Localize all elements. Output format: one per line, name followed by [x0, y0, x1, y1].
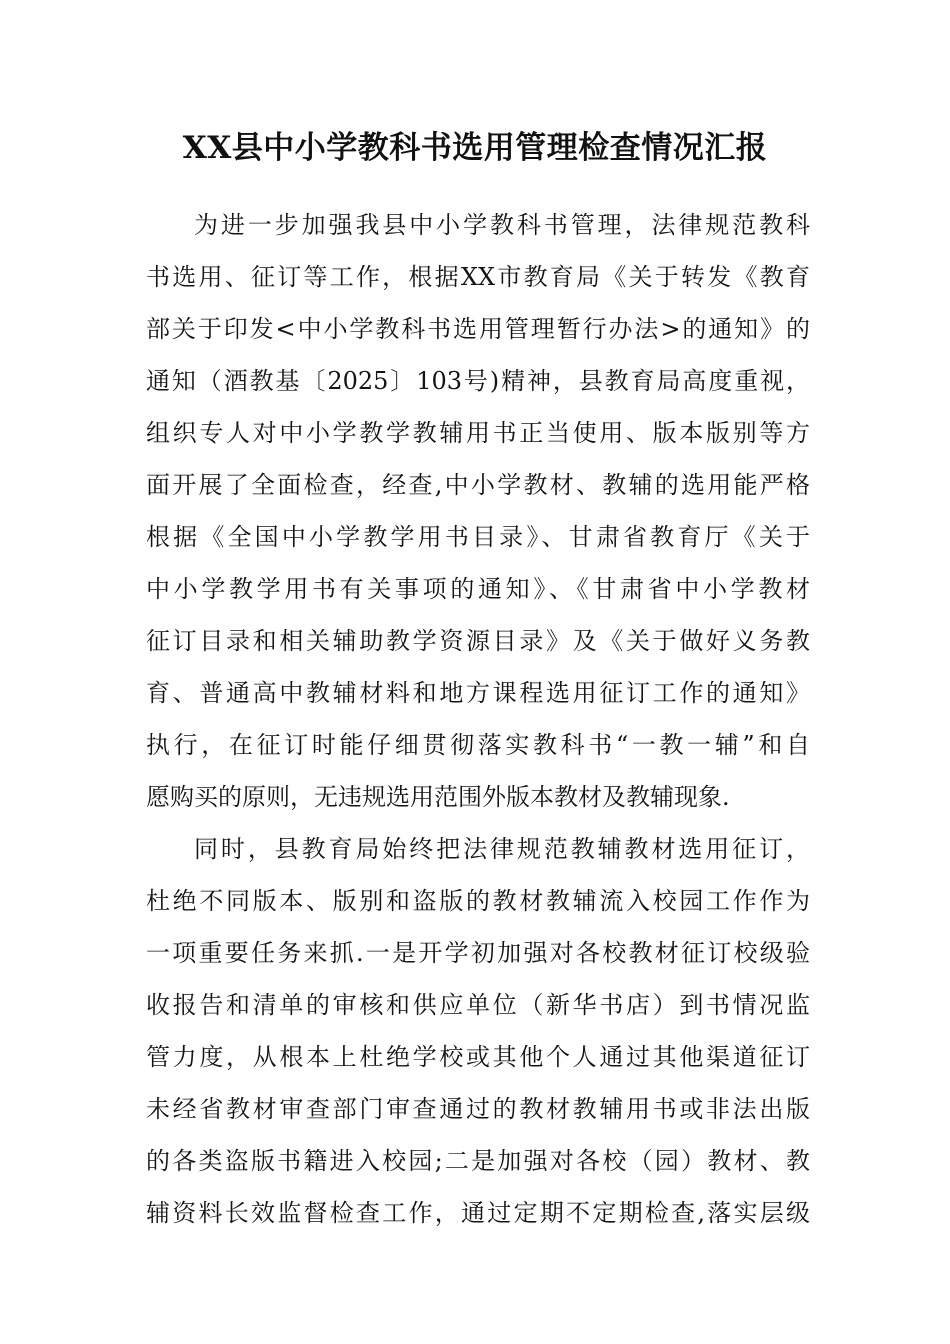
- text-line: 为进一步加强我县中小学教科书管理，法律规范教科: [194, 211, 810, 239]
- text-line: 杜绝不同版本、版别和盗版的教材教辅流入校园工作作为: [146, 887, 810, 915]
- text-line: 面开展了全面检查，经查,中小学教材、教辅的选用能严格: [146, 471, 810, 499]
- text-line: 中小学教学用书有关事项的通知》、《甘肃省中小学教材: [146, 575, 810, 603]
- text-line: 根据《全国中小学教学用书目录》、甘肃省教育厅《关于: [146, 523, 810, 551]
- text-line: 的各类盗版书籍进入校园;二是加强对各校（园）教材、教: [146, 1147, 810, 1175]
- text-line: 部关于印发<中小学教科书选用管理暂行办法>的通知》的: [146, 315, 810, 343]
- text-line: 同时，县教育局始终把法律规范教辅教材选用征订，: [194, 835, 810, 863]
- text-line: 征订目录和相关辅助教学资源目录》及《关于做好义务教: [146, 627, 810, 655]
- paragraph-1: [146, 199, 810, 823]
- text-line: 组织专人对中小学教学教辅用书正当使用、版本版别等方: [146, 419, 810, 447]
- text-line: 管力度，从根本上杜绝学校或其他个人通过其他渠道征订: [146, 1043, 810, 1071]
- paragraph-2: [146, 823, 810, 1239]
- document-body: [146, 199, 810, 1239]
- text-line: 一项重要任务来抓.一是开学初加强对各校教材征订校级验: [146, 939, 810, 967]
- text-line: 辅资料长效监督检查工作，通过定期不定期检查,落实层级: [146, 1199, 810, 1227]
- text-line: 育、普通高中教辅材料和地方课程选用征订工作的通知》: [146, 679, 810, 707]
- text-line: 通知（酒教基〔2025〕103号)精神，县教育局高度重视，: [146, 367, 810, 395]
- document-title: XX县中小学教科书选用管理检查情况汇报: [182, 130, 768, 166]
- text-line: 收报告和清单的审核和供应单位（新华书店）到书情况监: [146, 991, 810, 1019]
- text-line: 书选用、征订等工作，根据XX市教育局《关于转发《教育: [146, 263, 810, 291]
- text-line: 愿购买的原则，无违规选用范围外版本教材及教辅现象.: [146, 783, 730, 811]
- text-line: 未经省教材审查部门审查通过的教材教辅用书或非法出版: [146, 1095, 810, 1123]
- text-line: 执行，在征订时能仔细贯彻落实教科书“一教一辅”和自: [146, 731, 810, 759]
